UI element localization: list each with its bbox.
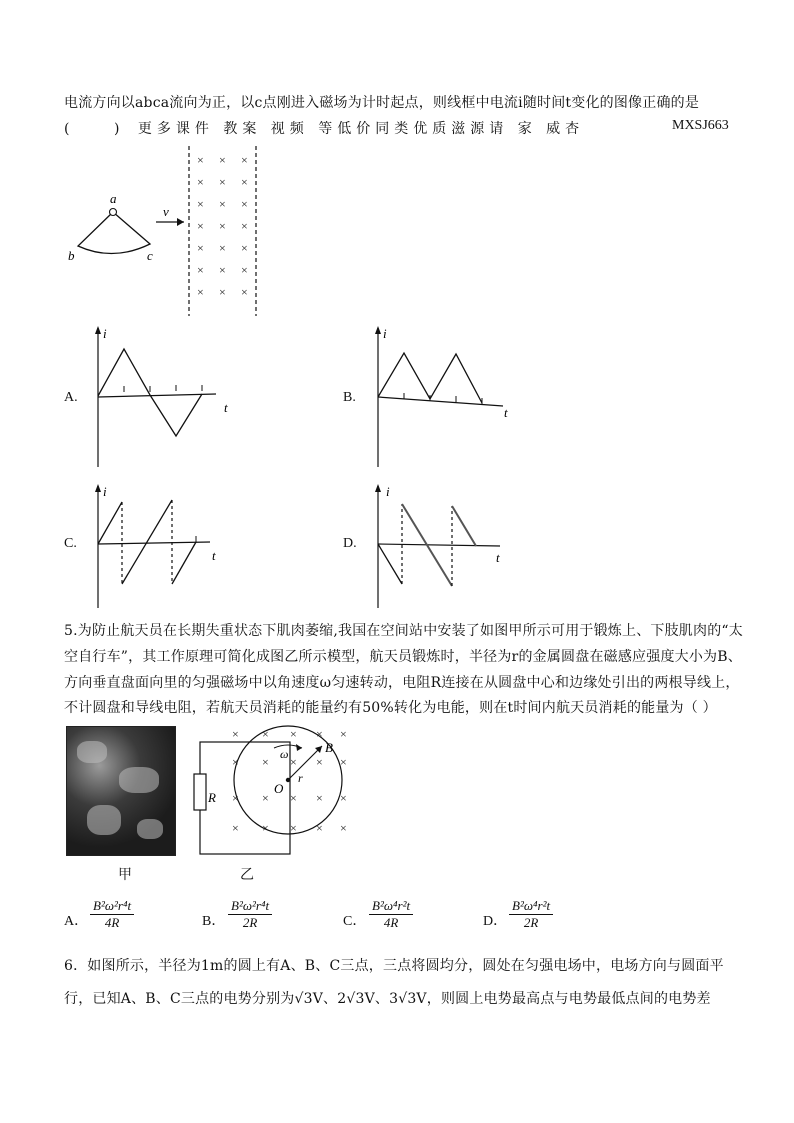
field-cross: × <box>262 791 269 805</box>
field-cross: × <box>219 285 226 299</box>
label-v: v <box>163 204 169 219</box>
option-c-label[interactable]: C. <box>64 536 77 551</box>
graph-a-y-label: i <box>103 326 107 341</box>
magnetic-field-crosses <box>197 153 248 299</box>
field-cross: × <box>290 755 297 769</box>
field-cross: × <box>197 219 204 233</box>
field-cross: × <box>316 791 323 805</box>
field-cross: × <box>262 755 269 769</box>
label-c: c <box>147 248 153 263</box>
field-cross: × <box>219 153 226 167</box>
field-cross: × <box>340 727 347 741</box>
field-cross: × <box>316 755 323 769</box>
option-b-label[interactable]: B. <box>343 390 356 405</box>
field-cross: × <box>241 175 248 189</box>
problem6-line1: 6．如图所示，半径为1m的圆上有A、B、C三点，三点将圆均分，圆处在匀强电场中，电场方向与圆面平 <box>64 958 724 974</box>
field-cross: × <box>290 821 297 835</box>
field-cross: × <box>340 791 347 805</box>
problem5-line1: 5.为防止航天员在长期失重状态下肌肉萎缩,我国在空间站中安装了如图甲所示可用于锻炼上、下肢肌肉的“太 <box>64 623 743 639</box>
graph-b-x-label: t <box>504 405 508 420</box>
label-r: r <box>298 771 303 785</box>
label-b: b <box>68 248 75 263</box>
option-a-label[interactable]: A. <box>64 390 78 405</box>
field-cross: × <box>241 153 248 167</box>
p5-option-a-label[interactable]: A． <box>64 914 89 929</box>
field-cross: × <box>232 727 239 741</box>
label-omega: ω <box>280 747 289 761</box>
field-cross: × <box>241 197 248 211</box>
p5-option-b-value: $\frac{\text{B²ω²r⁴t}}{2R}$ <box>228 898 272 931</box>
field-cross: × <box>232 791 239 805</box>
graph-d <box>368 480 528 610</box>
field-cross: × <box>219 241 226 255</box>
graph-c-x-label: t <box>212 548 216 563</box>
option-d-label[interactable]: D. <box>343 536 357 551</box>
field-cross: × <box>340 821 347 835</box>
field-cross: × <box>232 755 239 769</box>
p5-option-b-label[interactable]: B． <box>202 914 226 929</box>
field-cross: × <box>316 821 323 835</box>
field-cross: × <box>197 175 204 189</box>
field-cross: × <box>241 285 248 299</box>
p5-option-d-value: $\frac{\text{B²ω⁴r²t}}{2R}$ <box>509 898 553 931</box>
graph-b-y-label: i <box>383 326 387 341</box>
problem5-line3: 方向垂直盘面向里的匀强磁场中以角速度ω匀速转动，电阻R连接在从圆盘中心和边缘处引出的两根导线上， <box>64 675 740 691</box>
code-text: MXSJ663 <box>672 118 729 133</box>
p5-option-c-value: $\frac{\text{B²ω⁴r²t}}{4R}$ <box>369 898 413 931</box>
resistor-R <box>194 774 206 810</box>
field-cross: × <box>241 263 248 277</box>
field-cross: × <box>340 755 347 769</box>
disk-circuit-diagram <box>190 722 360 862</box>
label-R: R <box>208 790 216 805</box>
graph-d-y-label: i <box>386 484 390 499</box>
field-cross: × <box>219 219 226 233</box>
p5-option-a-value: $\frac{\text{B²ω²r⁴t}}{4R}$ <box>90 898 134 931</box>
vertex-a-dot <box>110 209 117 216</box>
graph-d-x-label: t <box>496 550 500 565</box>
graph-a-curve <box>98 349 202 436</box>
triangle-loop <box>78 212 150 254</box>
label-a: a <box>110 191 117 206</box>
graph-c-y-label: i <box>103 484 107 499</box>
field-cross: × <box>197 197 204 211</box>
graph-c <box>88 480 248 610</box>
field-cross: × <box>219 197 226 211</box>
caption-yi: 乙 <box>240 867 254 883</box>
field-cross: × <box>219 175 226 189</box>
problem4-line1: 电流方向以abca流向为正，以c点刚进入磁场为计时起点，则线框中电流i随时间t变化的图像正确的是 <box>64 95 700 111</box>
caption-jia: 甲 <box>118 867 132 883</box>
field-cross: × <box>241 219 248 233</box>
field-cross: × <box>316 727 323 741</box>
field-cross: × <box>197 241 204 255</box>
graph-b <box>368 322 528 470</box>
space-bicycle-photo <box>66 726 176 856</box>
field-cross: × <box>219 263 226 277</box>
ad-text: 更多课件 教案 视频 等低价同类优质滋源请 家 威杏 <box>137 121 585 137</box>
answer-paren: ( ) <box>64 121 120 137</box>
p5-option-d-label[interactable]: D． <box>483 914 508 929</box>
field-cross: × <box>197 153 204 167</box>
field-cross: × <box>241 241 248 255</box>
field-cross: × <box>262 727 269 741</box>
graph-a-x-label: t <box>224 400 228 415</box>
graph-a <box>88 322 248 470</box>
field-cross: × <box>197 285 204 299</box>
loop-field-figure <box>60 140 280 320</box>
field-cross: × <box>232 821 239 835</box>
label-O: O <box>274 781 284 796</box>
field-cross: × <box>262 821 269 835</box>
p5-option-c-label[interactable]: C． <box>343 914 367 929</box>
field-cross: × <box>290 791 297 805</box>
field-cross: × <box>197 263 204 277</box>
label-B: B <box>325 740 333 755</box>
problem5-line4: 不计圆盘和导线电阻，若航天员消耗的能量约有50%转化为电能，则在t时间内航天员消耗的能量为（ ） <box>64 700 717 716</box>
field-cross: × <box>290 727 297 741</box>
problem6-line2: 行，已知A、B、C三点的电势分别为√3V、2√3V、3√3V，则圆上电势最高点与电势最低点间的电势差 <box>64 991 711 1007</box>
problem5-line2: 空自行车”，其工作原理可简化成图乙所示模型，航天员锻炼时，半径为r的金属圆盘在磁感应强度大小为B、 <box>64 649 742 665</box>
